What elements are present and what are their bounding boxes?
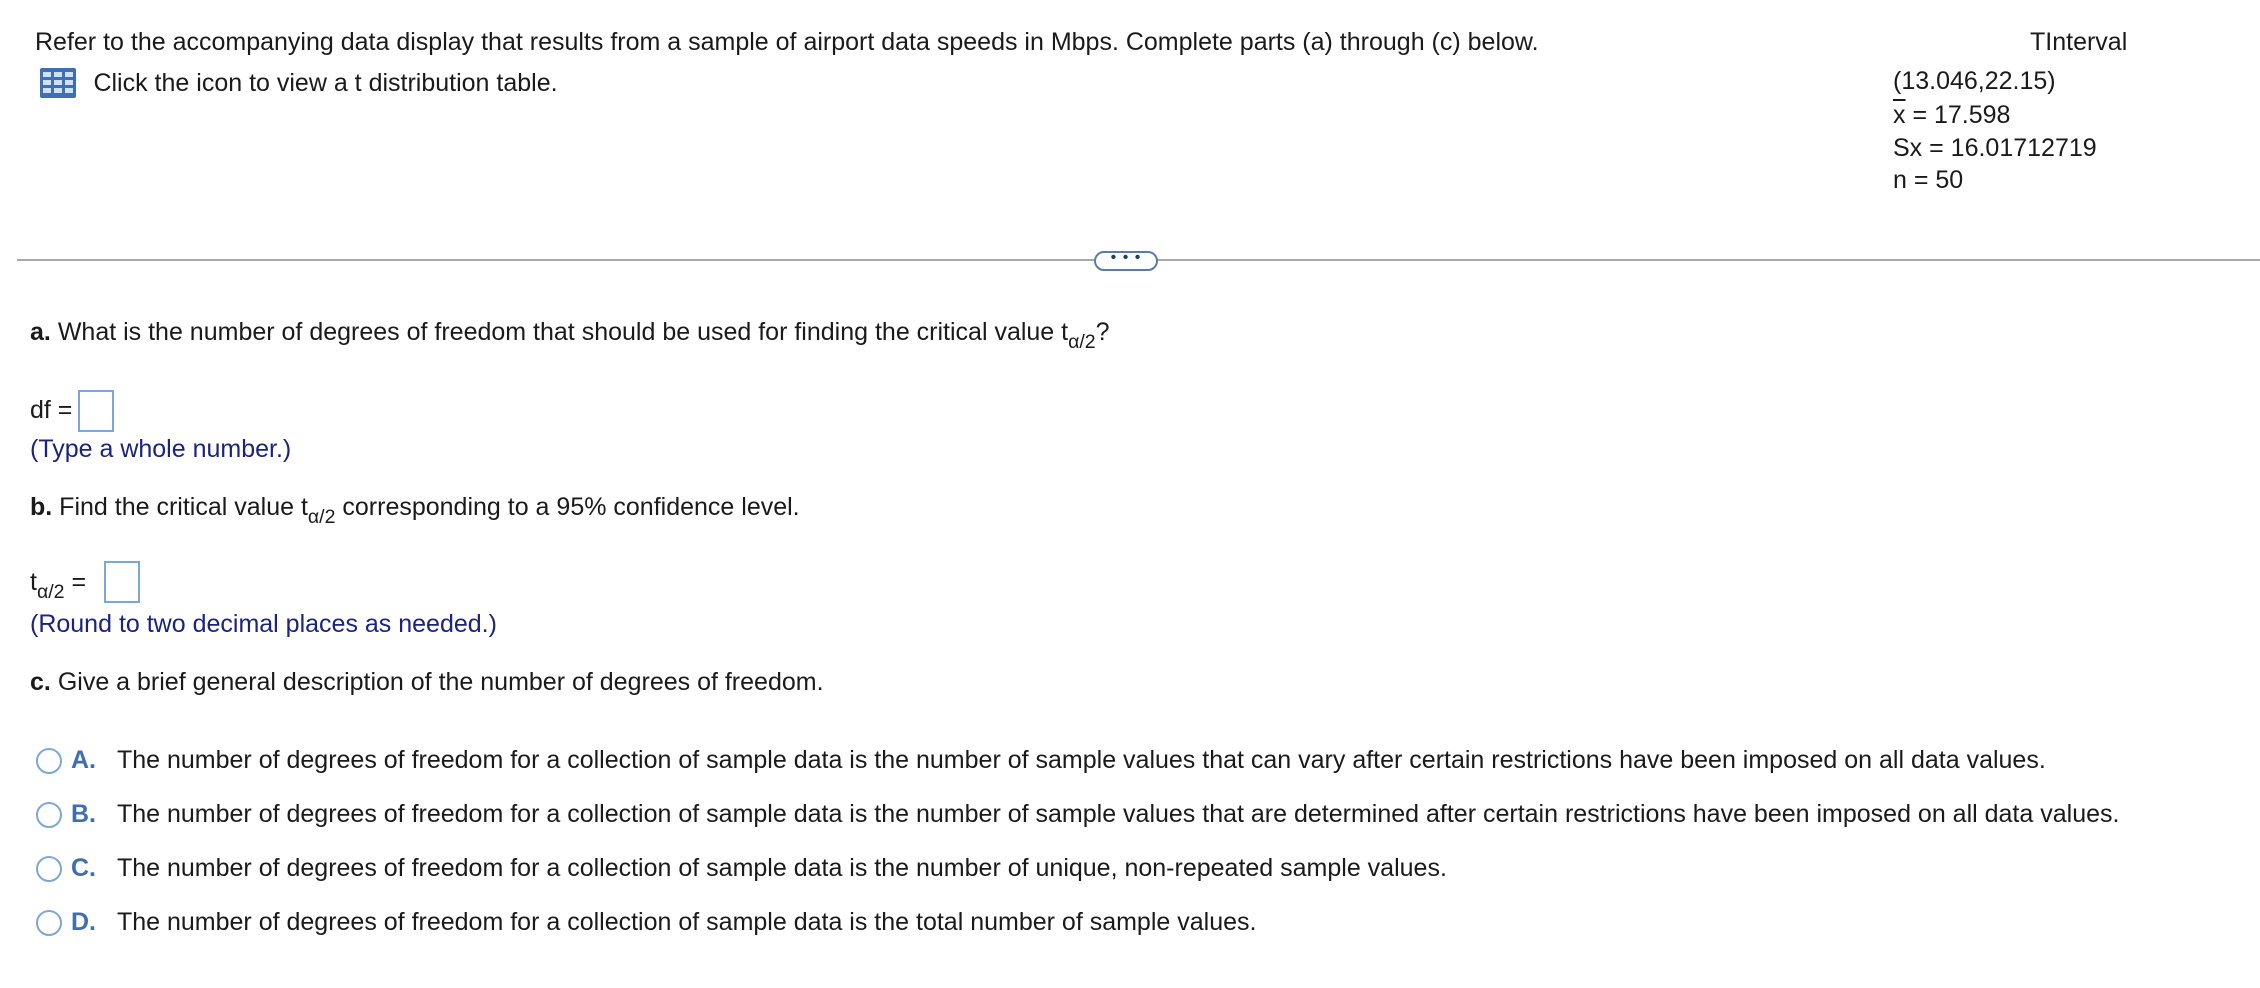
option-b-text[interactable]: The number of degrees of freedom for a collection of sample data is the number of sample values that are determined after certain restrictions have been imposed on all data values. xyxy=(116,800,2120,828)
part-c-text: Give a brief general description of the number of degrees of freedom. xyxy=(57,668,824,696)
part-b-question xyxy=(30,493,800,529)
option-c-letter: C. xyxy=(71,854,96,882)
option-c-radio[interactable] xyxy=(36,856,62,882)
t-critical-input[interactable] xyxy=(104,561,140,603)
part-b-subscript: α/2 xyxy=(307,506,336,529)
part-a-letter: a. xyxy=(30,318,51,346)
instructions-text: Refer to the accompanying data display that results from a sample of airport data speeds in Mbps. Complete parts (a) through (c) below. xyxy=(35,28,1539,56)
t-var: t xyxy=(30,568,37,596)
display-interval: (13.046,22.15) xyxy=(1893,67,2056,95)
part-b-text: Find the critical value t xyxy=(59,493,308,521)
option-d[interactable] xyxy=(71,908,1256,937)
option-b-radio[interactable] xyxy=(36,802,62,828)
t-table-link[interactable] xyxy=(39,67,558,99)
t-var-subscript: α/2 xyxy=(36,581,65,604)
option-d-radio[interactable] xyxy=(36,910,62,936)
option-b-letter: B. xyxy=(71,800,96,828)
df-label: df = xyxy=(30,396,73,424)
more-button[interactable]: • • • xyxy=(1094,251,1158,271)
option-c-text[interactable]: The number of degrees of freedom for a collection of sample data is the number of unique, non-repeated sample values. xyxy=(116,854,1447,882)
option-a-letter: A. xyxy=(71,746,96,774)
df-input[interactable] xyxy=(78,390,114,432)
part-a-hint: (Type a whole number.) xyxy=(30,435,292,463)
part-b-hint: (Round to two decimal places as needed.) xyxy=(30,610,497,638)
t-value-label xyxy=(30,568,87,604)
part-b-letter: b. xyxy=(30,493,53,521)
part-c-question xyxy=(30,668,824,697)
option-a-radio[interactable] xyxy=(36,748,62,774)
option-a-text[interactable]: The number of degrees of freedom for a collection of sample data is the number of sample values that can vary after certain restrictions have been imposed on all data values. xyxy=(116,746,2046,774)
display-n: n = 50 xyxy=(1893,166,1964,194)
display-title: TInterval xyxy=(2030,28,2128,56)
t-equals: = xyxy=(64,568,87,596)
option-b[interactable] xyxy=(71,800,2119,829)
option-d-text[interactable]: The number of degrees of freedom for a collection of sample data is the total number of sample values. xyxy=(116,908,1257,936)
part-a-subscript: α/2 xyxy=(1068,331,1096,354)
option-d-letter: D. xyxy=(71,908,96,936)
part-b-end: corresponding to a 95% confidence level. xyxy=(335,493,800,521)
part-c-letter: c. xyxy=(30,668,51,696)
part-a-end: ? xyxy=(1095,318,1110,346)
display-sx: Sx = 16.01712719 xyxy=(1893,134,2097,162)
part-a-text: What is the number of degrees of freedom that should be used for finding the critical value t xyxy=(57,318,1069,346)
table-icon[interactable] xyxy=(39,67,77,99)
xbar-symbol: $\overline{x}$ xyxy=(1893,101,1906,129)
xbar-value: = 17.598 xyxy=(1912,101,2011,129)
t-table-link-text[interactable]: Click the icon to view a t distribution table. xyxy=(93,68,558,97)
display-mean xyxy=(1893,101,2010,130)
part-a-question xyxy=(30,318,1110,354)
option-c[interactable] xyxy=(71,854,1447,883)
option-a[interactable] xyxy=(71,746,2046,775)
